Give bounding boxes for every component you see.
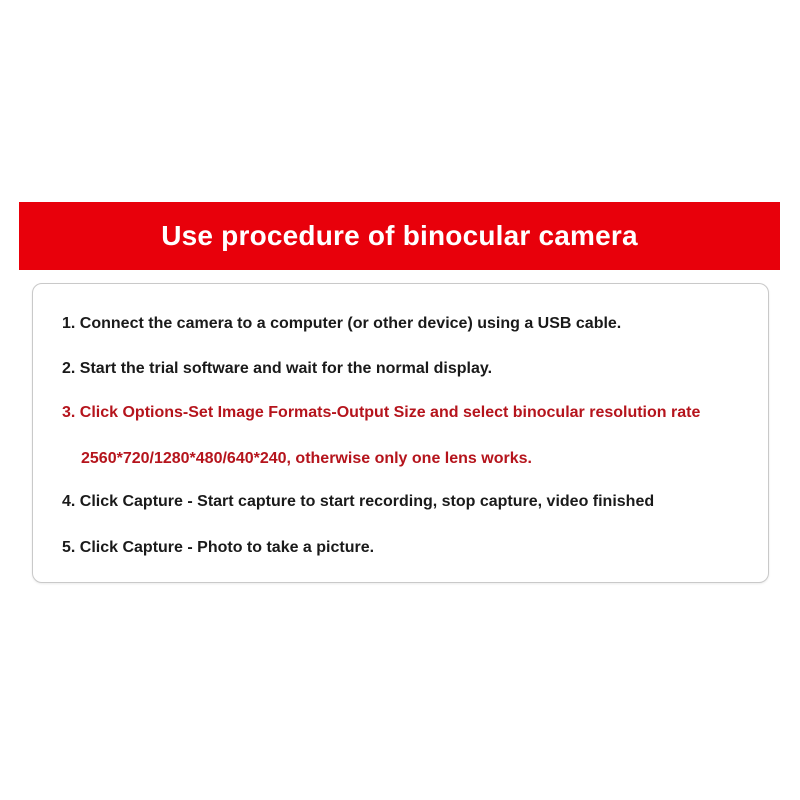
- step-3: 3. Click Options-Set Image Formats-Output Size and select binocular resolution rate: [62, 404, 701, 421]
- step-5: 5. Click Capture - Photo to take a picture.: [62, 539, 375, 556]
- step-4: 4. Click Capture - Start capture to start recording, stop capture, video finished: [62, 493, 655, 510]
- title-banner: [19, 202, 780, 270]
- step-2: 2. Start the trial software and wait for the normal display.: [62, 360, 493, 377]
- page-title: Use procedure of binocular camera: [161, 220, 638, 251]
- step-3-continuation: 2560*720/1280*480/640*240, otherwise only one lens works.: [81, 450, 532, 467]
- instructions-card: [32, 283, 769, 583]
- step-1: 1. Connect the camera to a computer (or other device) using a USB cable.: [62, 315, 622, 332]
